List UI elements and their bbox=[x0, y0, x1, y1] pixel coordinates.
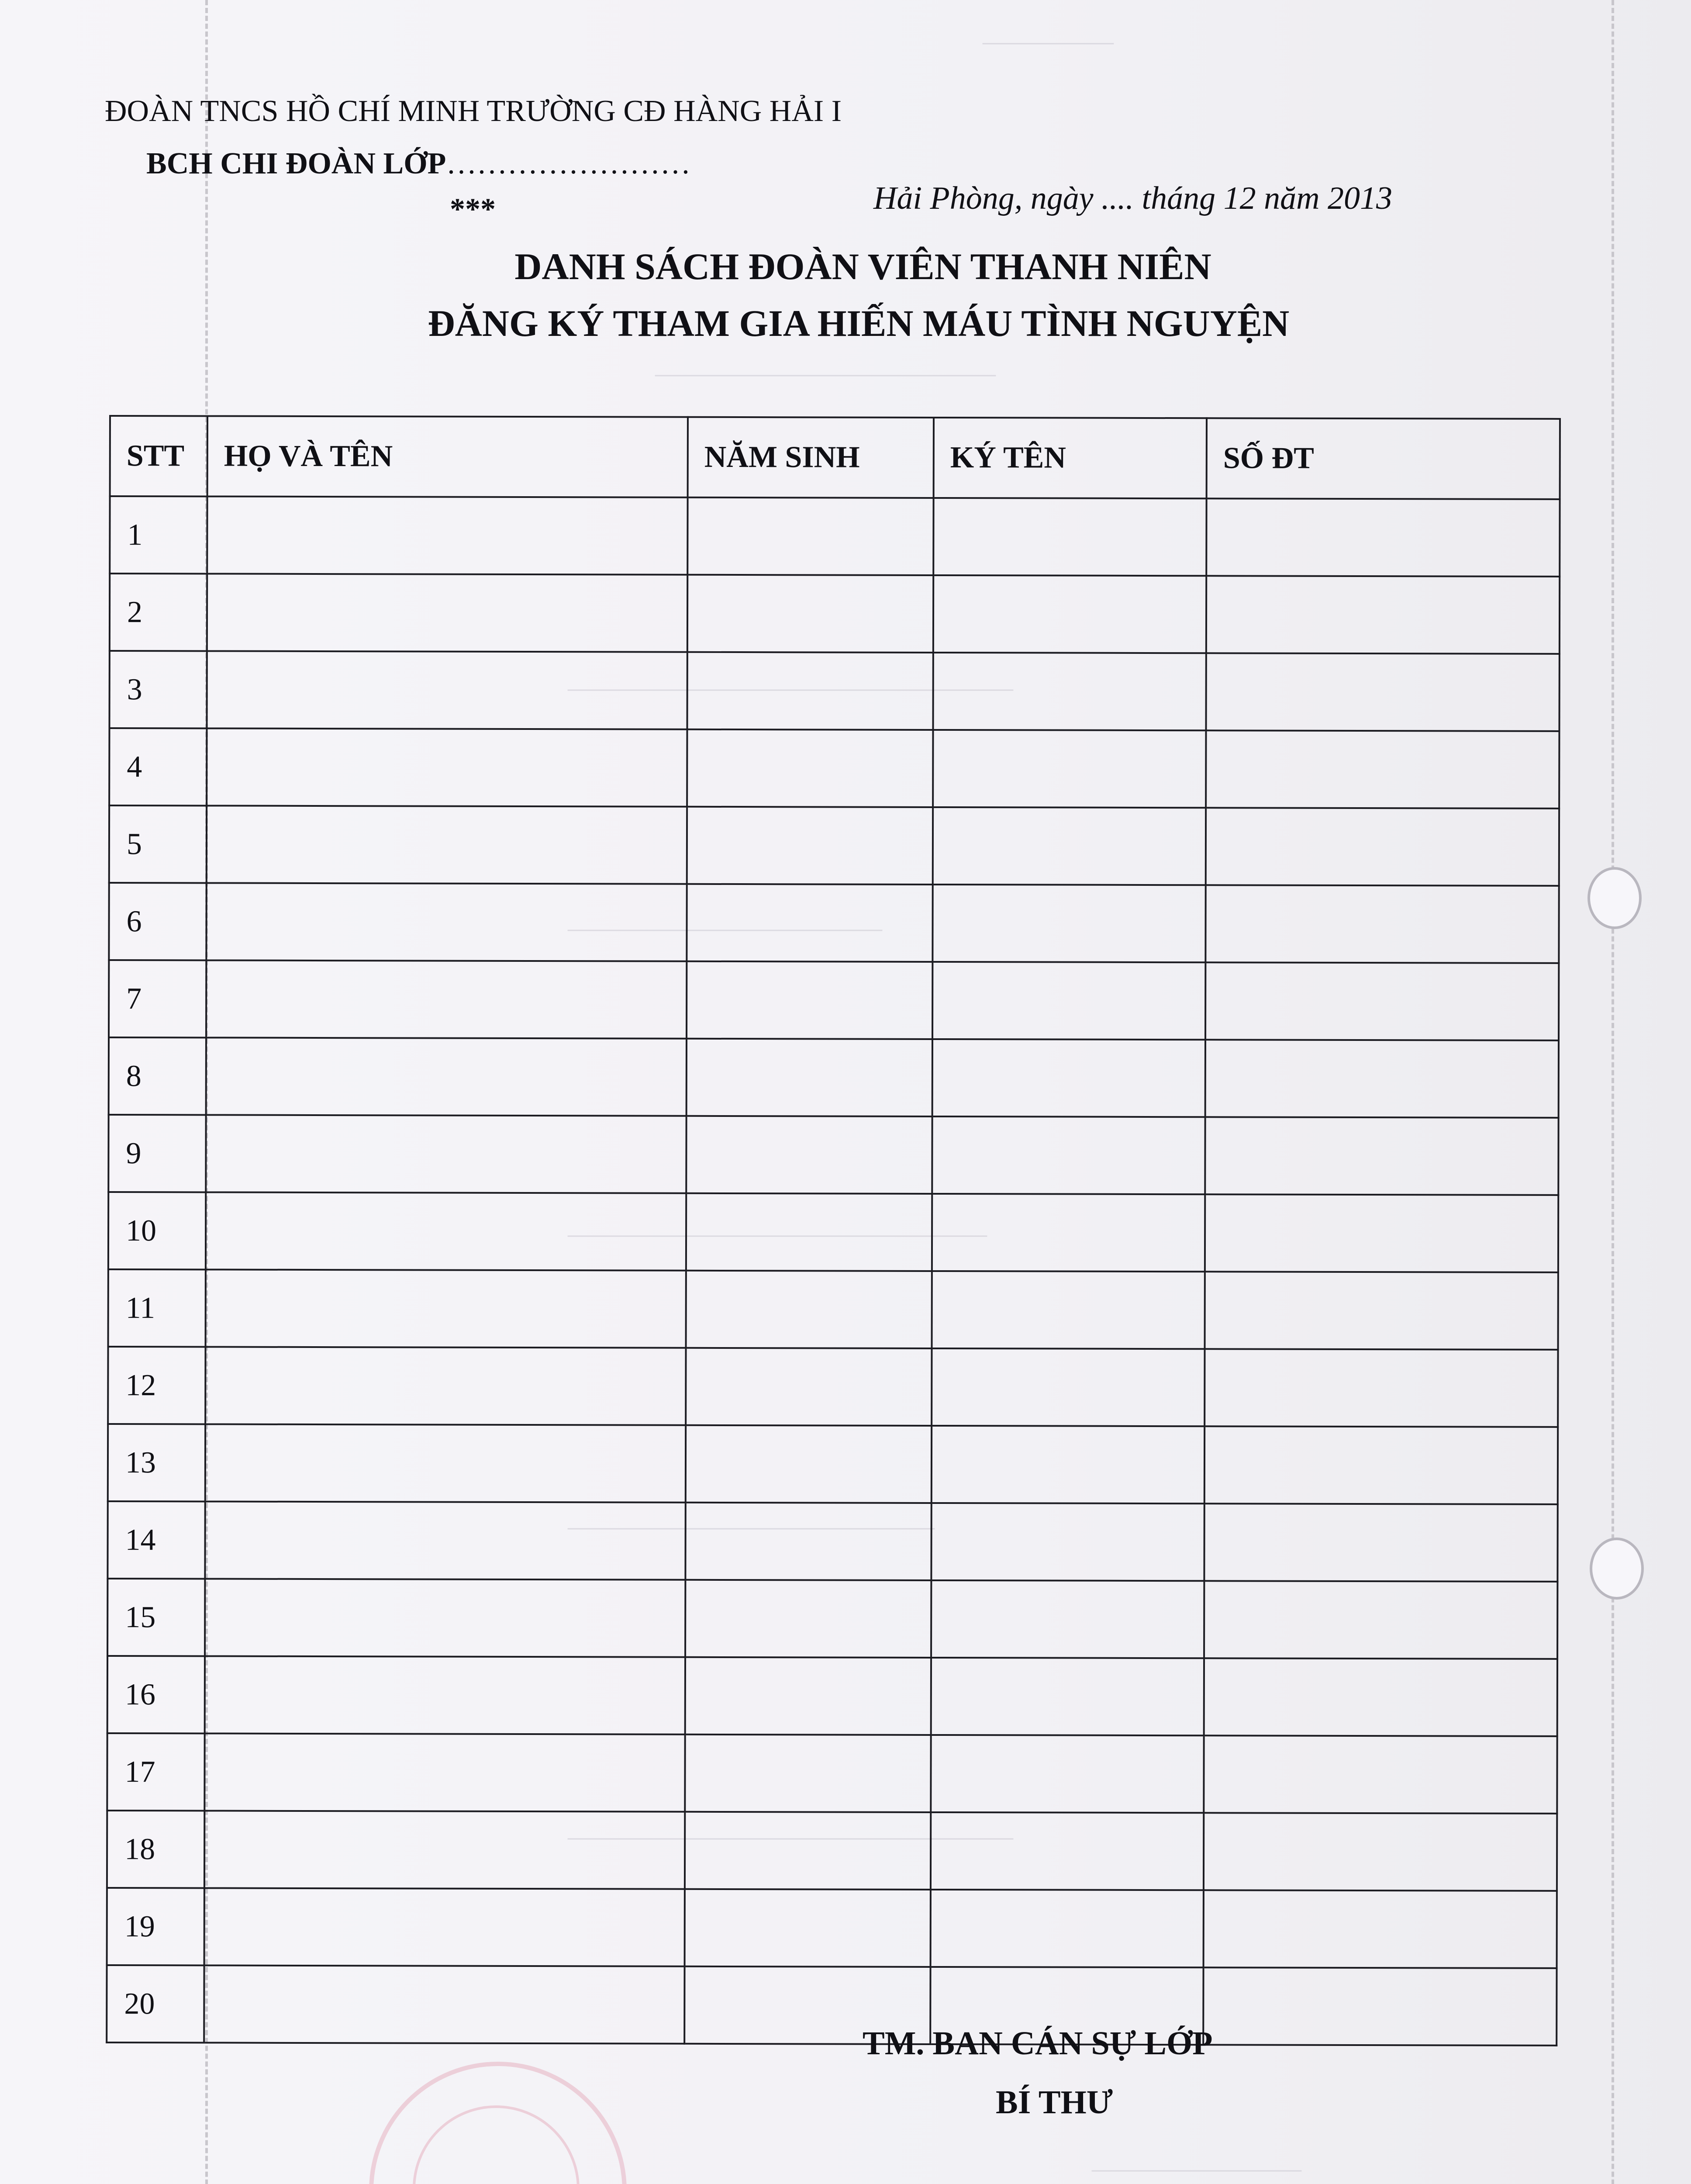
column-header-phone: SỐ ĐT bbox=[1207, 418, 1560, 499]
full-name-cell[interactable] bbox=[206, 960, 687, 1038]
table-row bbox=[109, 805, 1559, 886]
birth-year-cell[interactable] bbox=[686, 1193, 932, 1271]
table-row bbox=[107, 1501, 1557, 1582]
phone-cell[interactable] bbox=[1204, 1735, 1557, 1814]
row-number: 14 bbox=[107, 1501, 205, 1579]
table-row bbox=[109, 651, 1559, 731]
phone-cell[interactable] bbox=[1206, 653, 1559, 731]
signature-cell[interactable] bbox=[932, 885, 1205, 962]
row-number: 16 bbox=[107, 1656, 205, 1733]
signature-cell[interactable] bbox=[931, 1812, 1204, 1890]
birth-year-cell[interactable] bbox=[687, 807, 933, 885]
signature-cell[interactable] bbox=[932, 962, 1205, 1040]
row-number: 8 bbox=[109, 1037, 206, 1115]
signature-cell[interactable] bbox=[933, 730, 1206, 808]
table-row bbox=[107, 1811, 1557, 1891]
full-name-cell[interactable] bbox=[207, 651, 687, 729]
column-header-birth-year: NĂM SINH bbox=[688, 417, 934, 498]
full-name-cell[interactable] bbox=[207, 728, 687, 806]
row-number: 6 bbox=[109, 883, 206, 960]
organization-header: ĐOÀN TNCS HỒ CHÍ MINH TRƯỜNG CĐ HÀNG HẢI I bbox=[105, 94, 842, 128]
table-row bbox=[107, 1965, 1556, 2046]
table-row bbox=[110, 496, 1560, 577]
signature-title: TM. BAN CÁN SỰ LỚP bbox=[863, 2025, 1213, 2062]
table-row bbox=[108, 1269, 1558, 1350]
full-name-cell[interactable] bbox=[204, 1965, 684, 2043]
phone-cell[interactable] bbox=[1206, 808, 1559, 886]
binder-hole bbox=[1587, 867, 1642, 929]
phone-cell[interactable] bbox=[1204, 1890, 1557, 1968]
row-number: 19 bbox=[107, 1888, 204, 1965]
signature-cell[interactable] bbox=[932, 1271, 1205, 1349]
phone-cell[interactable] bbox=[1204, 1503, 1557, 1582]
full-name-cell[interactable] bbox=[205, 1501, 685, 1579]
birth-year-cell[interactable] bbox=[685, 1889, 931, 1967]
birth-year-cell[interactable] bbox=[686, 1271, 932, 1348]
branch-blank: …………………… bbox=[446, 147, 691, 180]
signature-cell[interactable] bbox=[932, 1116, 1205, 1194]
signature-cell[interactable] bbox=[931, 1890, 1204, 1967]
row-number: 9 bbox=[108, 1115, 206, 1192]
phone-cell[interactable] bbox=[1204, 1581, 1557, 1659]
phone-cell[interactable] bbox=[1205, 1272, 1558, 1350]
phone-cell[interactable] bbox=[1204, 1658, 1557, 1736]
row-number: 11 bbox=[108, 1269, 206, 1347]
signature-role: BÍ THƯ bbox=[996, 2084, 1113, 2121]
signature-cell[interactable] bbox=[932, 1039, 1205, 1117]
full-name-cell[interactable] bbox=[206, 883, 687, 961]
signature-cell[interactable] bbox=[931, 1658, 1204, 1735]
birth-year-cell[interactable] bbox=[685, 1812, 931, 1890]
phone-cell[interactable] bbox=[1205, 885, 1559, 963]
full-name-cell[interactable] bbox=[205, 1424, 686, 1502]
full-name-cell[interactable] bbox=[206, 1037, 687, 1116]
full-name-cell[interactable] bbox=[205, 1579, 685, 1657]
phone-cell[interactable] bbox=[1205, 1117, 1558, 1195]
phone-cell[interactable] bbox=[1206, 730, 1559, 809]
signature-cell[interactable] bbox=[933, 653, 1206, 730]
full-name-cell[interactable] bbox=[207, 574, 687, 652]
row-number: 4 bbox=[109, 728, 207, 805]
full-name-cell[interactable] bbox=[205, 1656, 685, 1734]
phone-cell[interactable] bbox=[1204, 1426, 1558, 1504]
birth-year-cell[interactable] bbox=[685, 1735, 931, 1812]
birth-year-cell[interactable] bbox=[687, 498, 933, 575]
phone-cell[interactable] bbox=[1205, 1040, 1559, 1118]
phone-cell[interactable] bbox=[1203, 1967, 1556, 2046]
table-row bbox=[109, 883, 1559, 963]
full-name-cell[interactable] bbox=[206, 1269, 686, 1348]
full-name-cell[interactable] bbox=[207, 496, 687, 574]
row-number: 5 bbox=[109, 805, 207, 883]
separator-stars: *** bbox=[450, 193, 496, 226]
table-row bbox=[109, 1037, 1559, 1118]
phone-cell[interactable] bbox=[1206, 576, 1560, 654]
signature-cell[interactable] bbox=[933, 498, 1206, 576]
row-number: 3 bbox=[109, 651, 207, 728]
birth-year-cell[interactable] bbox=[687, 884, 932, 962]
table-row bbox=[109, 960, 1559, 1040]
birth-year-cell[interactable] bbox=[687, 652, 933, 730]
birth-year-cell[interactable] bbox=[685, 1580, 931, 1658]
branch-label: BCH CHI ĐOÀN LỚP bbox=[146, 147, 446, 180]
document-title-line2: ĐĂNG KÝ THAM GIA HIẾN MÁU TÌNH NGUYỆN bbox=[428, 302, 1290, 344]
place-date: Hải Phòng, ngày .... tháng 12 năm 2013 bbox=[873, 180, 1393, 216]
table-row bbox=[108, 1115, 1558, 1195]
signature-cell[interactable] bbox=[932, 1348, 1204, 1426]
birth-year-cell[interactable] bbox=[686, 1425, 932, 1503]
row-number: 18 bbox=[107, 1811, 204, 1888]
table-row bbox=[110, 574, 1560, 654]
table-row bbox=[108, 1347, 1558, 1427]
birth-year-cell[interactable] bbox=[687, 575, 933, 653]
signature-cell[interactable] bbox=[931, 1580, 1204, 1658]
branch-line bbox=[146, 146, 690, 181]
row-number: 13 bbox=[108, 1424, 205, 1501]
table-row bbox=[109, 728, 1559, 809]
full-name-cell[interactable] bbox=[207, 805, 687, 884]
column-header-stt: STT bbox=[110, 416, 207, 496]
signature-cell[interactable] bbox=[931, 1735, 1204, 1813]
phone-cell[interactable] bbox=[1206, 498, 1560, 577]
full-name-cell[interactable] bbox=[205, 1347, 686, 1425]
table-row bbox=[108, 1424, 1558, 1504]
birth-year-cell[interactable] bbox=[685, 1657, 931, 1735]
birth-year-cell[interactable] bbox=[687, 729, 933, 807]
table-header-row bbox=[110, 416, 1560, 499]
birth-year-cell[interactable] bbox=[685, 1503, 931, 1580]
signature-cell[interactable] bbox=[933, 575, 1206, 653]
row-number: 15 bbox=[107, 1579, 205, 1656]
row-number: 7 bbox=[109, 960, 206, 1037]
full-name-cell[interactable] bbox=[204, 1733, 685, 1811]
phone-cell[interactable] bbox=[1205, 1194, 1558, 1272]
row-number: 20 bbox=[107, 1965, 204, 2042]
full-name-cell[interactable] bbox=[206, 1192, 686, 1270]
column-header-full-name: HỌ VÀ TÊN bbox=[207, 416, 688, 497]
full-name-cell[interactable] bbox=[204, 1811, 685, 1889]
birth-year-cell[interactable] bbox=[687, 1039, 932, 1116]
row-number: 17 bbox=[107, 1733, 204, 1811]
column-header-signature: KÝ TÊN bbox=[934, 418, 1207, 498]
phone-cell[interactable] bbox=[1205, 962, 1559, 1040]
document-title-line1: DANH SÁCH ĐOÀN VIÊN THANH NIÊN bbox=[514, 245, 1211, 287]
table-row bbox=[107, 1579, 1557, 1659]
signature-cell[interactable] bbox=[931, 1503, 1204, 1581]
signature-cell[interactable] bbox=[932, 1194, 1205, 1272]
signature-cell[interactable] bbox=[932, 1426, 1204, 1503]
row-number: 10 bbox=[108, 1192, 206, 1269]
phone-cell[interactable] bbox=[1204, 1349, 1558, 1427]
row-number: 2 bbox=[110, 574, 207, 651]
table-row bbox=[107, 1888, 1557, 1968]
full-name-cell[interactable] bbox=[206, 1115, 686, 1193]
row-number: 1 bbox=[110, 496, 207, 574]
full-name-cell[interactable] bbox=[204, 1888, 685, 1966]
table-row bbox=[107, 1656, 1557, 1736]
row-number: 12 bbox=[108, 1347, 205, 1424]
registration-table bbox=[106, 415, 1561, 2046]
birth-year-cell[interactable] bbox=[686, 1348, 932, 1426]
signature-cell[interactable] bbox=[933, 807, 1206, 885]
table-row bbox=[107, 1733, 1557, 1814]
binder-hole bbox=[1590, 1538, 1644, 1600]
birth-year-cell[interactable] bbox=[686, 1116, 932, 1194]
phone-cell[interactable] bbox=[1204, 1813, 1557, 1891]
table-row bbox=[108, 1192, 1558, 1272]
birth-year-cell[interactable] bbox=[687, 961, 932, 1039]
